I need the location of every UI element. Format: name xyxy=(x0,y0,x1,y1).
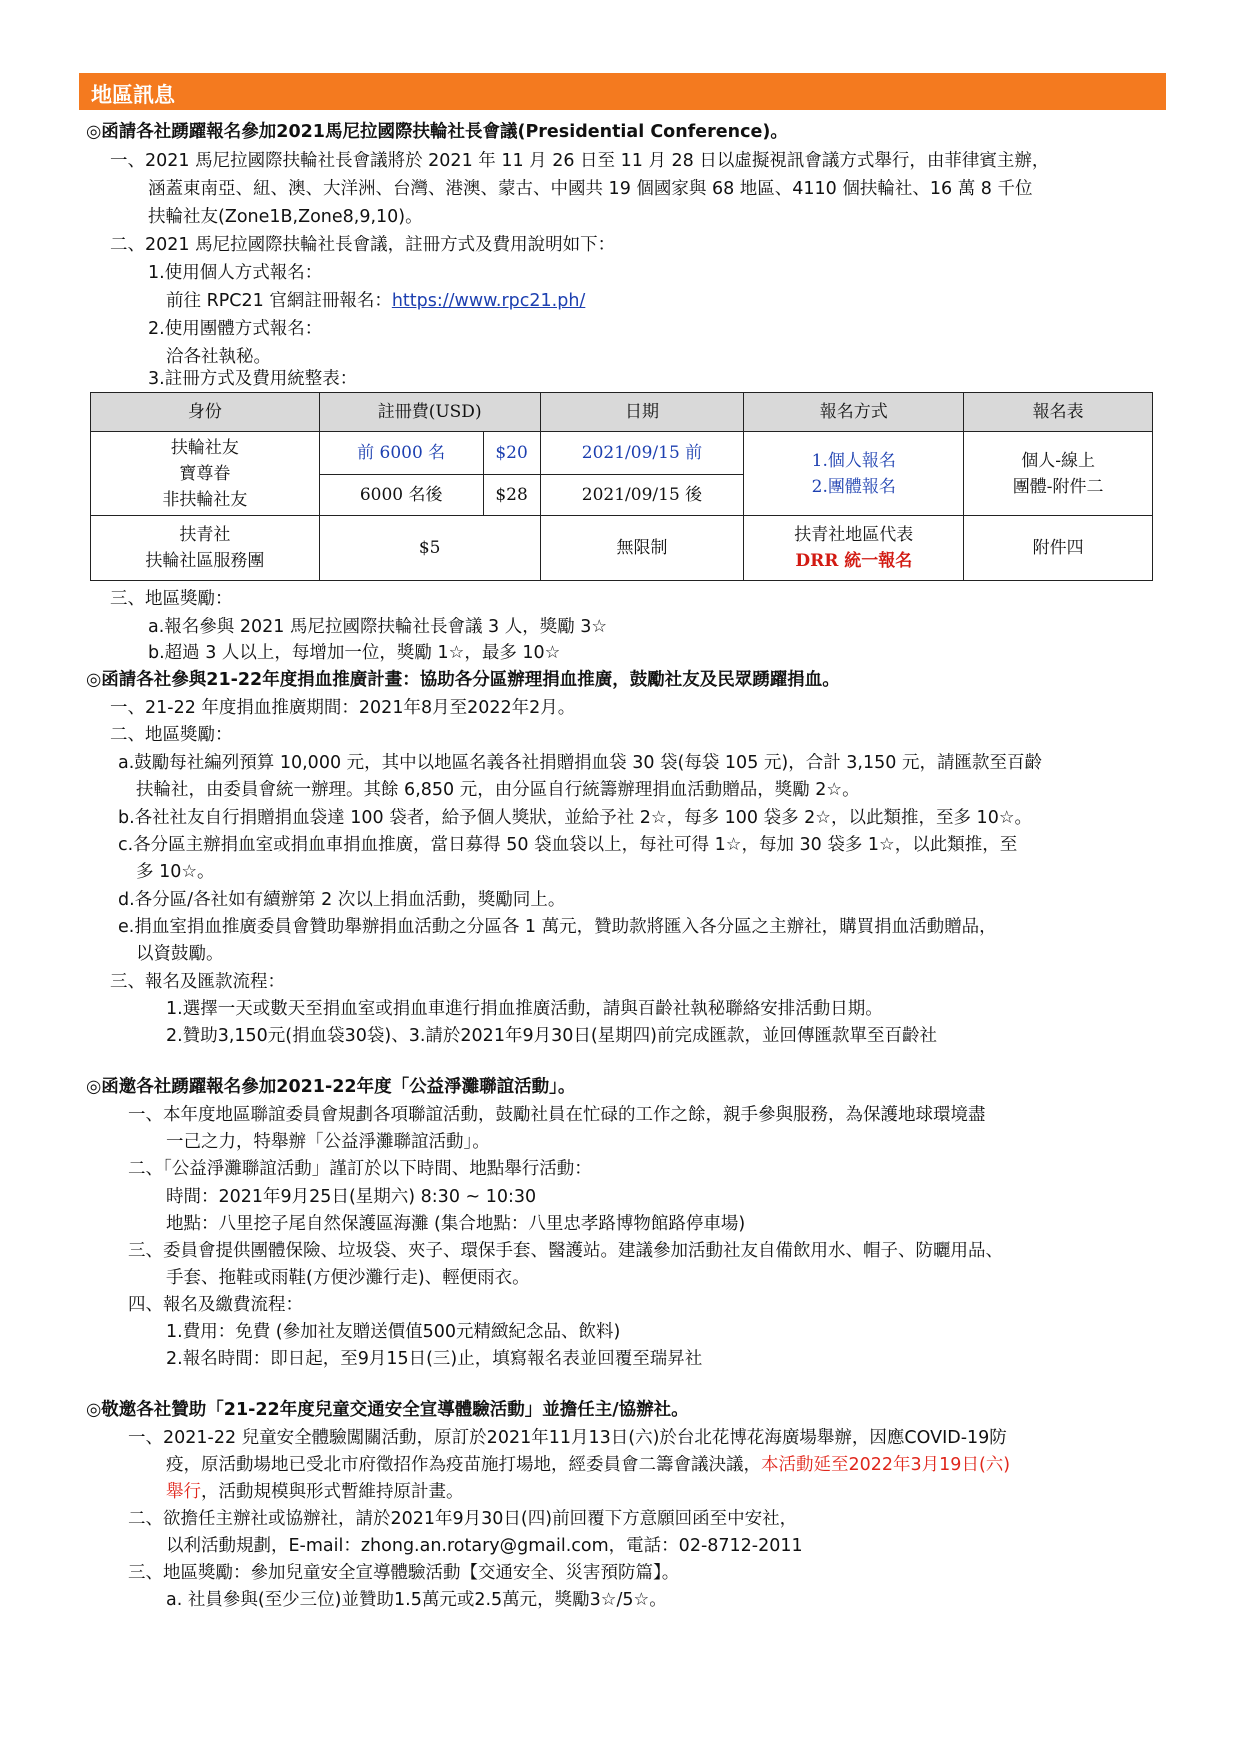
list-item xyxy=(166,289,585,313)
paragraph-line: 二、地區獎勵： xyxy=(110,725,233,745)
table-header-cell: 身份 xyxy=(91,393,320,432)
section-header-bar xyxy=(79,73,1166,110)
list-item: 2.報名時間：即日起，至9月15日(三)止，填寫報名表並回覆至瑞昇社 xyxy=(166,1349,703,1369)
table-header-cell: 報名方式 xyxy=(744,393,964,432)
contact-line: 以利活動規劃，E-mail：zhong.an.rotary@gmail.com，電話：02-8712-2011 xyxy=(166,1536,803,1556)
postponement-notice: 舉行 xyxy=(166,1482,201,1502)
list-item: a.鼓勵每社編列預算 10,000 元，其中以地區名義各社捐贈捐血袋 30 袋(每袋 105 元)，合計 3,150 元，請匯款至百齡 xyxy=(118,753,1042,773)
table-header-cell: 日期 xyxy=(540,393,744,432)
table-cell: $20 xyxy=(483,432,540,475)
registration-fee-table xyxy=(90,392,1153,581)
event-time: 時間：2021年9月25日(星期六) 8:30 ~ 10:30 xyxy=(166,1187,537,1207)
list-item: 洽各社執秘。 xyxy=(166,347,271,367)
table-cell-method: 扶青社地區代表 DRR 統一報名 xyxy=(744,516,964,581)
paragraph-line: 三、委員會提供團體保險、垃圾袋、夾子、環保手套、醫護站。建議參加活動社友自備飲用水、帽子、防曬用品、 xyxy=(128,1241,1003,1261)
notice-title-blood-donation: ◎函請各社參與21-22年度捐血推廣計畫：協助各分區辦理捐血推廣，鼓勵社友及民眾踴躍捐血。 xyxy=(86,670,840,690)
table-row xyxy=(91,516,1153,581)
notice-title-beach-cleanup: ◎函邀各社踴躍報名參加2021-22年度「公益淨灘聯誼活動」。 xyxy=(86,1077,576,1097)
paragraph-line: 一、21-22 年度捐血推廣期間：2021年8月至2022年2月。 xyxy=(110,698,576,718)
table-cell: 2021/09/15 前 xyxy=(540,432,744,475)
paragraph-line: 二、2021 馬尼拉國際扶輪社長會議，註冊方式及費用說明如下： xyxy=(110,235,616,255)
paragraph-line: 三、地區獎勵： xyxy=(110,589,233,609)
list-item: 1.費用：免費 (參加社友贈送價值500元精緻紀念品、飲料) xyxy=(166,1322,621,1342)
paragraph-line: 一、2021-22 兒童安全體驗闖關活動，原訂於2021年11月13日(六)於台北花博花海廣場舉辦，因應COVID-19防 xyxy=(128,1428,1007,1448)
paragraph-line: 扶輪社友(Zone1B,Zone8,9,10)。 xyxy=(148,207,423,227)
table-cell: $28 xyxy=(483,475,540,516)
list-item: 1.選擇一天或數天至捐血室或捐血車進行捐血推廣活動，請與百齡社執秘聯絡安排活動日期。 xyxy=(166,999,883,1019)
paragraph-line: 疫，原活動場地已受北市府徵招作為疫苗施打場地，經委員會二籌會議決議，本活動延至2022年3月19日(六) xyxy=(166,1455,1011,1475)
table-cell-form: 個人-線上 團體-附件二 xyxy=(964,432,1153,516)
table-cell: 2021/09/15 後 xyxy=(540,475,744,516)
list-item: 3.註冊方式及費用統整表： xyxy=(148,369,358,389)
table-header-cell: 註冊費(USD) xyxy=(319,393,540,432)
table-cell-method: 1.個人報名 2.團體報名 xyxy=(744,432,964,516)
registration-text: 前往 RPC21 官網註冊報名： xyxy=(166,291,392,311)
table-cell-identity: 扶青社 扶輪社區服務團 xyxy=(91,516,320,581)
paragraph-line: 四、報名及繳費流程： xyxy=(128,1295,303,1315)
paragraph-line: 三、地區獎勵：參加兒童安全宣導體驗活動【交通安全、災害預防篇】。 xyxy=(128,1563,680,1583)
table-cell: $5 xyxy=(319,516,540,581)
paragraph-line: 涵蓋東南亞、紐、澳、大洋洲、台灣、港澳、蒙古、中國共 19 個國家與 68 地區、4110 個扶輪社、16 萬 8 千位 xyxy=(148,179,1033,199)
list-item: a.報名參與 2021 馬尼拉國際扶輪社長會議 3 人，獎勵 3☆ xyxy=(148,617,608,637)
list-item: e.捐血室捐血推廣委員會贊助舉辦捐血活動之分區各 1 萬元，贊助款將匯入各分區之主辦社，購買捐血活動贈品， xyxy=(118,917,997,937)
list-item: 扶輪社，由委員會統一辦理。其餘 6,850 元，由分區自行統籌辦理捐血活動贈品，獎勵 2☆。 xyxy=(136,780,860,800)
list-item: 多 10☆。 xyxy=(136,862,215,882)
section-header-title: 地區訊息 xyxy=(91,82,175,107)
paragraph-line: 三、報名及匯款流程： xyxy=(110,972,285,992)
table-cell: 前 6000 名 xyxy=(319,432,483,475)
table-header-row xyxy=(91,393,1153,432)
list-item: c.各分區主辦捐血室或捐血車捐血推廣，當日募得 50 袋血袋以上，每社可得 1☆，每加 30 袋多 1☆，以此類推，至 xyxy=(118,835,1018,855)
postponement-notice: 本活動延至2022年3月19日(六) xyxy=(761,1455,1011,1475)
list-item: a. 社員參與(至少三位)並贊助1.5萬元或2.5萬元，獎勵3☆/5☆。 xyxy=(166,1590,667,1610)
table-cell: 附件四 xyxy=(964,516,1153,581)
event-place: 地點：八里挖子尾自然保護區海灘 (集合地點：八里忠孝路博物館路停車場) xyxy=(166,1214,746,1234)
paragraph-line: 一己之力，特舉辦「公益淨灘聯誼活動」。 xyxy=(166,1132,490,1152)
table-cell: 無限制 xyxy=(540,516,744,581)
list-item: 2.贊助3,150元(捐血袋30袋)、3.請於2021年9月30日(星期四)前完成匯款，並回傳匯款單至百齡社 xyxy=(166,1026,938,1046)
paragraph-line: 舉行，活動規模與形式暫維持原計畫。 xyxy=(166,1482,464,1502)
table-header-cell: 報名表 xyxy=(964,393,1153,432)
paragraph-line: 手套、拖鞋或雨鞋(方便沙灘行走)、輕便雨衣。 xyxy=(166,1268,530,1288)
rpc21-registration-link[interactable]: https://www.rpc21.ph/ xyxy=(391,291,586,311)
paragraph-line: 一、2021 馬尼拉國際扶輪社長會議將於 2021 年 11 月 26 日至 11 月 28 日以虛擬視訊會議方式舉行，由菲律賓主辦， xyxy=(110,151,1050,171)
paragraph-line: 二、欲擔任主辦社或協辦社，請於2021年9月30日(四)前回覆下方意願回函至中安社， xyxy=(128,1509,798,1529)
paragraph-line: 一、本年度地區聯誼委員會規劃各項聯誼活動，鼓勵社員在忙碌的工作之餘，親手參與服務，為保護地球環境盡 xyxy=(128,1105,986,1125)
list-item: 以資鼓勵。 xyxy=(136,944,224,964)
notice-title-child-traffic-safety: ◎敬邀各社贊助「21-22年度兒童交通安全宣導體驗活動」並擔任主/協辦社。 xyxy=(86,1400,689,1420)
table-cell-identity: 扶輪社友 寶尊眷 非扶輪社友 xyxy=(91,432,320,516)
table-row xyxy=(91,432,1153,475)
list-item: d.各分區/各社如有續辦第 2 次以上捐血活動，獎勵同上。 xyxy=(118,890,566,910)
paragraph-line: 二、「公益淨灘聯誼活動」謹訂於以下時間、地點舉行活動： xyxy=(128,1159,592,1179)
table-cell: 6000 名後 xyxy=(319,475,483,516)
notice-title-presidential-conference: ◎函請各社踴躍報名參加2021馬尼拉國際扶輪社長會議(Presidential Conference)。 xyxy=(86,122,788,142)
list-item: 2.使用團體方式報名： xyxy=(148,319,323,339)
list-item: b.各社社友自行捐贈捐血袋達 100 袋者，給予個人獎狀，並給予社 2☆，每多 100 袋多 2☆，以此類推，至多 10☆。 xyxy=(118,808,1033,828)
list-item: 1.使用個人方式報名： xyxy=(148,263,323,283)
list-item: b.超過 3 人以上，每增加一位，獎勵 1☆，最多 10☆ xyxy=(148,643,561,663)
